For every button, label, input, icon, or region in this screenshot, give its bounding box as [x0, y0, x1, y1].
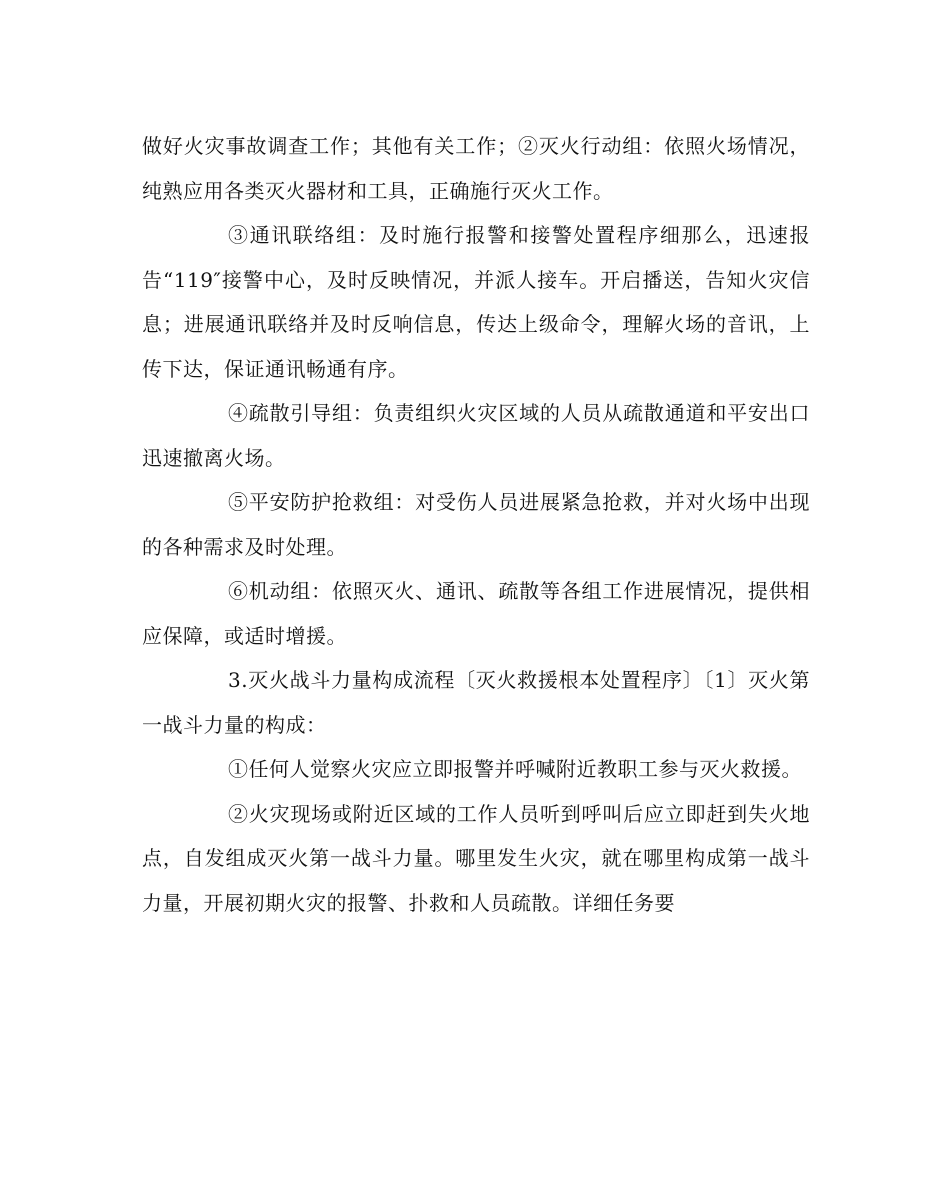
paragraph-3: ④疏散引导组：负责组织火灾区域的人员从疏散通道和平安出口迅速撤离火场。 — [142, 401, 810, 470]
document-body — [142, 124, 810, 925]
paragraph-6: 3.灭火战斗力量构成流程〔灭火救援根本处置程序〕〔1〕灭火第一战斗力量的构成： — [142, 668, 810, 737]
paragraph-7: ①任何人觉察火灾应立即报警并呼喊附近教职工参与灭火救援。 — [228, 757, 802, 781]
paragraph-8: ②火灾现场或附近区域的工作人员听到呼叫后应立即赶到失火地点，自发组成灭火第一战斗力量。哪里发生火灾，就在哪里构成第一战斗力量，开展初期火灾的报警、扑救和人员疏散。详细任务要 — [142, 801, 810, 915]
paragraph-5: ⑥机动组：依照灭火、通讯、疏散等各组工作进展情况，提供相应保障，或适时增援。 — [142, 579, 810, 648]
paragraph-2: ③通讯联络组：及时施行报警和接警处置程序细那么，迅速报告“119″接警中心，及时反映情况，并派人接车。开启播送，告知火灾信息；进展通讯联络并及时反响信息，传达上级命令，理解火场的音讯，上传下达，保证通讯畅通有序。 — [142, 223, 810, 381]
paragraph-1: 做好火灾事故调查工作；其他有关工作；②灭火行动组：依照火场情况，纯熟应用各类灭火器材和工具，正确施行灭火工作。 — [142, 134, 810, 203]
paragraph-4: ⑤平安防护抢救组：对受伤人员进展紧急抢救，并对火场中出现的各种需求及时处理。 — [142, 490, 810, 559]
